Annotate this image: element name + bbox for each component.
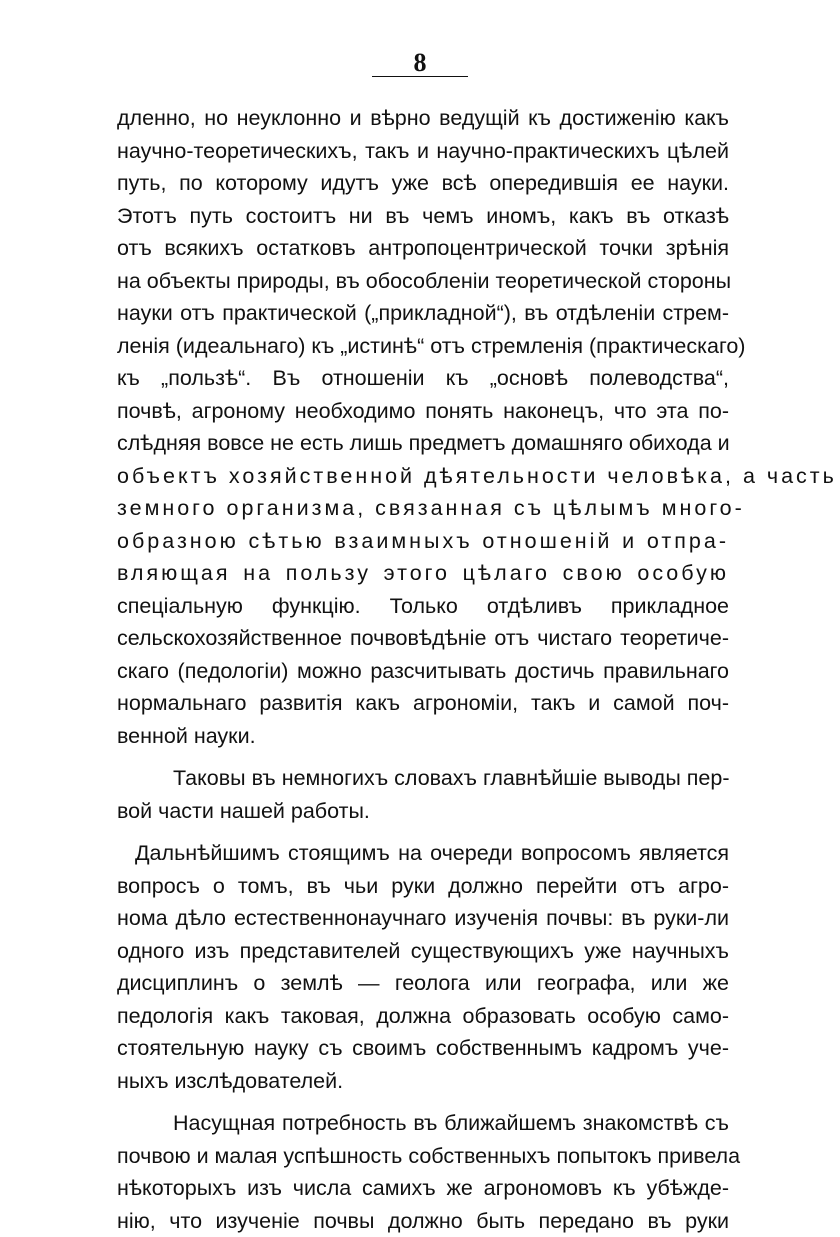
text-line: объектъ хозяйственной дѣятельности человѣка, а часть bbox=[117, 460, 729, 493]
text-line: нію, что изученіе почвы должно быть передано въ руки bbox=[117, 1205, 729, 1237]
text-line: скаго (педологіи) можно разсчитывать достичь правильнаго bbox=[117, 655, 729, 688]
text-line: къ „пользѣ“. Въ отношеніи къ „основѣ полеводства“, bbox=[117, 362, 729, 395]
text-line: почвѣ, агроному необходимо понять наконецъ, что эта по- bbox=[117, 395, 729, 428]
text-line: Насущная потребность въ ближайшемъ знакомствѣ съ bbox=[117, 1107, 729, 1140]
text-line: нѣкоторыхъ изъ числа самихъ же агрономовъ къ убѣжде- bbox=[117, 1172, 729, 1205]
text-line: научно-теоретическихъ, такъ и научно-практическихъ цѣлей bbox=[117, 135, 729, 168]
text-line: дленно, но неуклонно и вѣрно ведущій къ достиженію какъ bbox=[117, 102, 729, 135]
text-line: педологія какъ таковая, должна образовать особую само- bbox=[117, 1000, 729, 1033]
text-line: ныхъ изслѣдователей. bbox=[117, 1065, 729, 1098]
text-line: почвою и малая успѣшность собственныхъ попытокъ привела bbox=[117, 1140, 729, 1173]
text-line: Таковы въ немногихъ словахъ главнѣйшіе выводы пер- bbox=[117, 762, 729, 795]
page-number: 8 bbox=[0, 48, 840, 78]
text-line: земного организма, связанная съ цѣлымъ много- bbox=[117, 492, 729, 525]
text-line: сельскохозяйственное почвовѣдѣніе отъ чистаго теоретиче- bbox=[117, 622, 729, 655]
text-line: отъ всякихъ остатковъ антропоцентрической точки зрѣнія bbox=[117, 232, 729, 265]
body-text bbox=[117, 102, 729, 1237]
text-line: стоятельную науку съ своимъ собственнымъ кадромъ уче- bbox=[117, 1032, 729, 1065]
text-line: на объекты природы, въ обособленіи теоретической стороны bbox=[117, 265, 729, 298]
text-line: науки отъ практической („прикладной“), въ отдѣленіи стрем- bbox=[117, 297, 729, 330]
text-line: образною сѣтью взаимныхъ отношеній и отпра- bbox=[117, 525, 729, 558]
text-line: вой части нашей работы. bbox=[117, 795, 729, 828]
paragraph-4 bbox=[117, 1107, 729, 1237]
text-line: вопросъ о томъ, въ чьи руки должно перейти отъ агро- bbox=[117, 870, 729, 903]
text-line: нормальнаго развитія какъ агрономіи, такъ и самой поч- bbox=[117, 687, 729, 720]
paragraph-1 bbox=[117, 102, 729, 752]
header-rule bbox=[372, 76, 468, 77]
paragraph-3 bbox=[117, 837, 729, 1097]
text-line: слѣдняя вовсе не есть лишь предметъ домашняго обихода и bbox=[117, 427, 729, 460]
text-line: дисциплинъ о землѣ — геолога или географа, или же bbox=[117, 967, 729, 1000]
text-line: ленія (идеальнаго) къ „истинѣ“ отъ стремленія (практическаго) bbox=[117, 330, 729, 363]
text-line: нома дѣло естественнонаучнаго изученія почвы: въ руки-ли bbox=[117, 902, 729, 935]
paragraph-2 bbox=[117, 762, 729, 827]
text-line: одного изъ представителей существующихъ уже научныхъ bbox=[117, 935, 729, 968]
text-line: вляющая на пользу этого цѣлаго свою особую bbox=[117, 557, 729, 590]
text-line: венной науки. bbox=[117, 720, 729, 753]
text-line: Дальнѣйшимъ стоящимъ на очереди вопросомъ является bbox=[117, 837, 729, 870]
text-line: спеціальную функцію. Только отдѣливъ прикладное bbox=[117, 590, 729, 623]
text-line: путь, по которому идутъ уже всѣ опередившія ее науки. bbox=[117, 167, 729, 200]
text-line: Этотъ путь состоитъ ни въ чемъ иномъ, какъ въ отказѣ bbox=[117, 200, 729, 233]
